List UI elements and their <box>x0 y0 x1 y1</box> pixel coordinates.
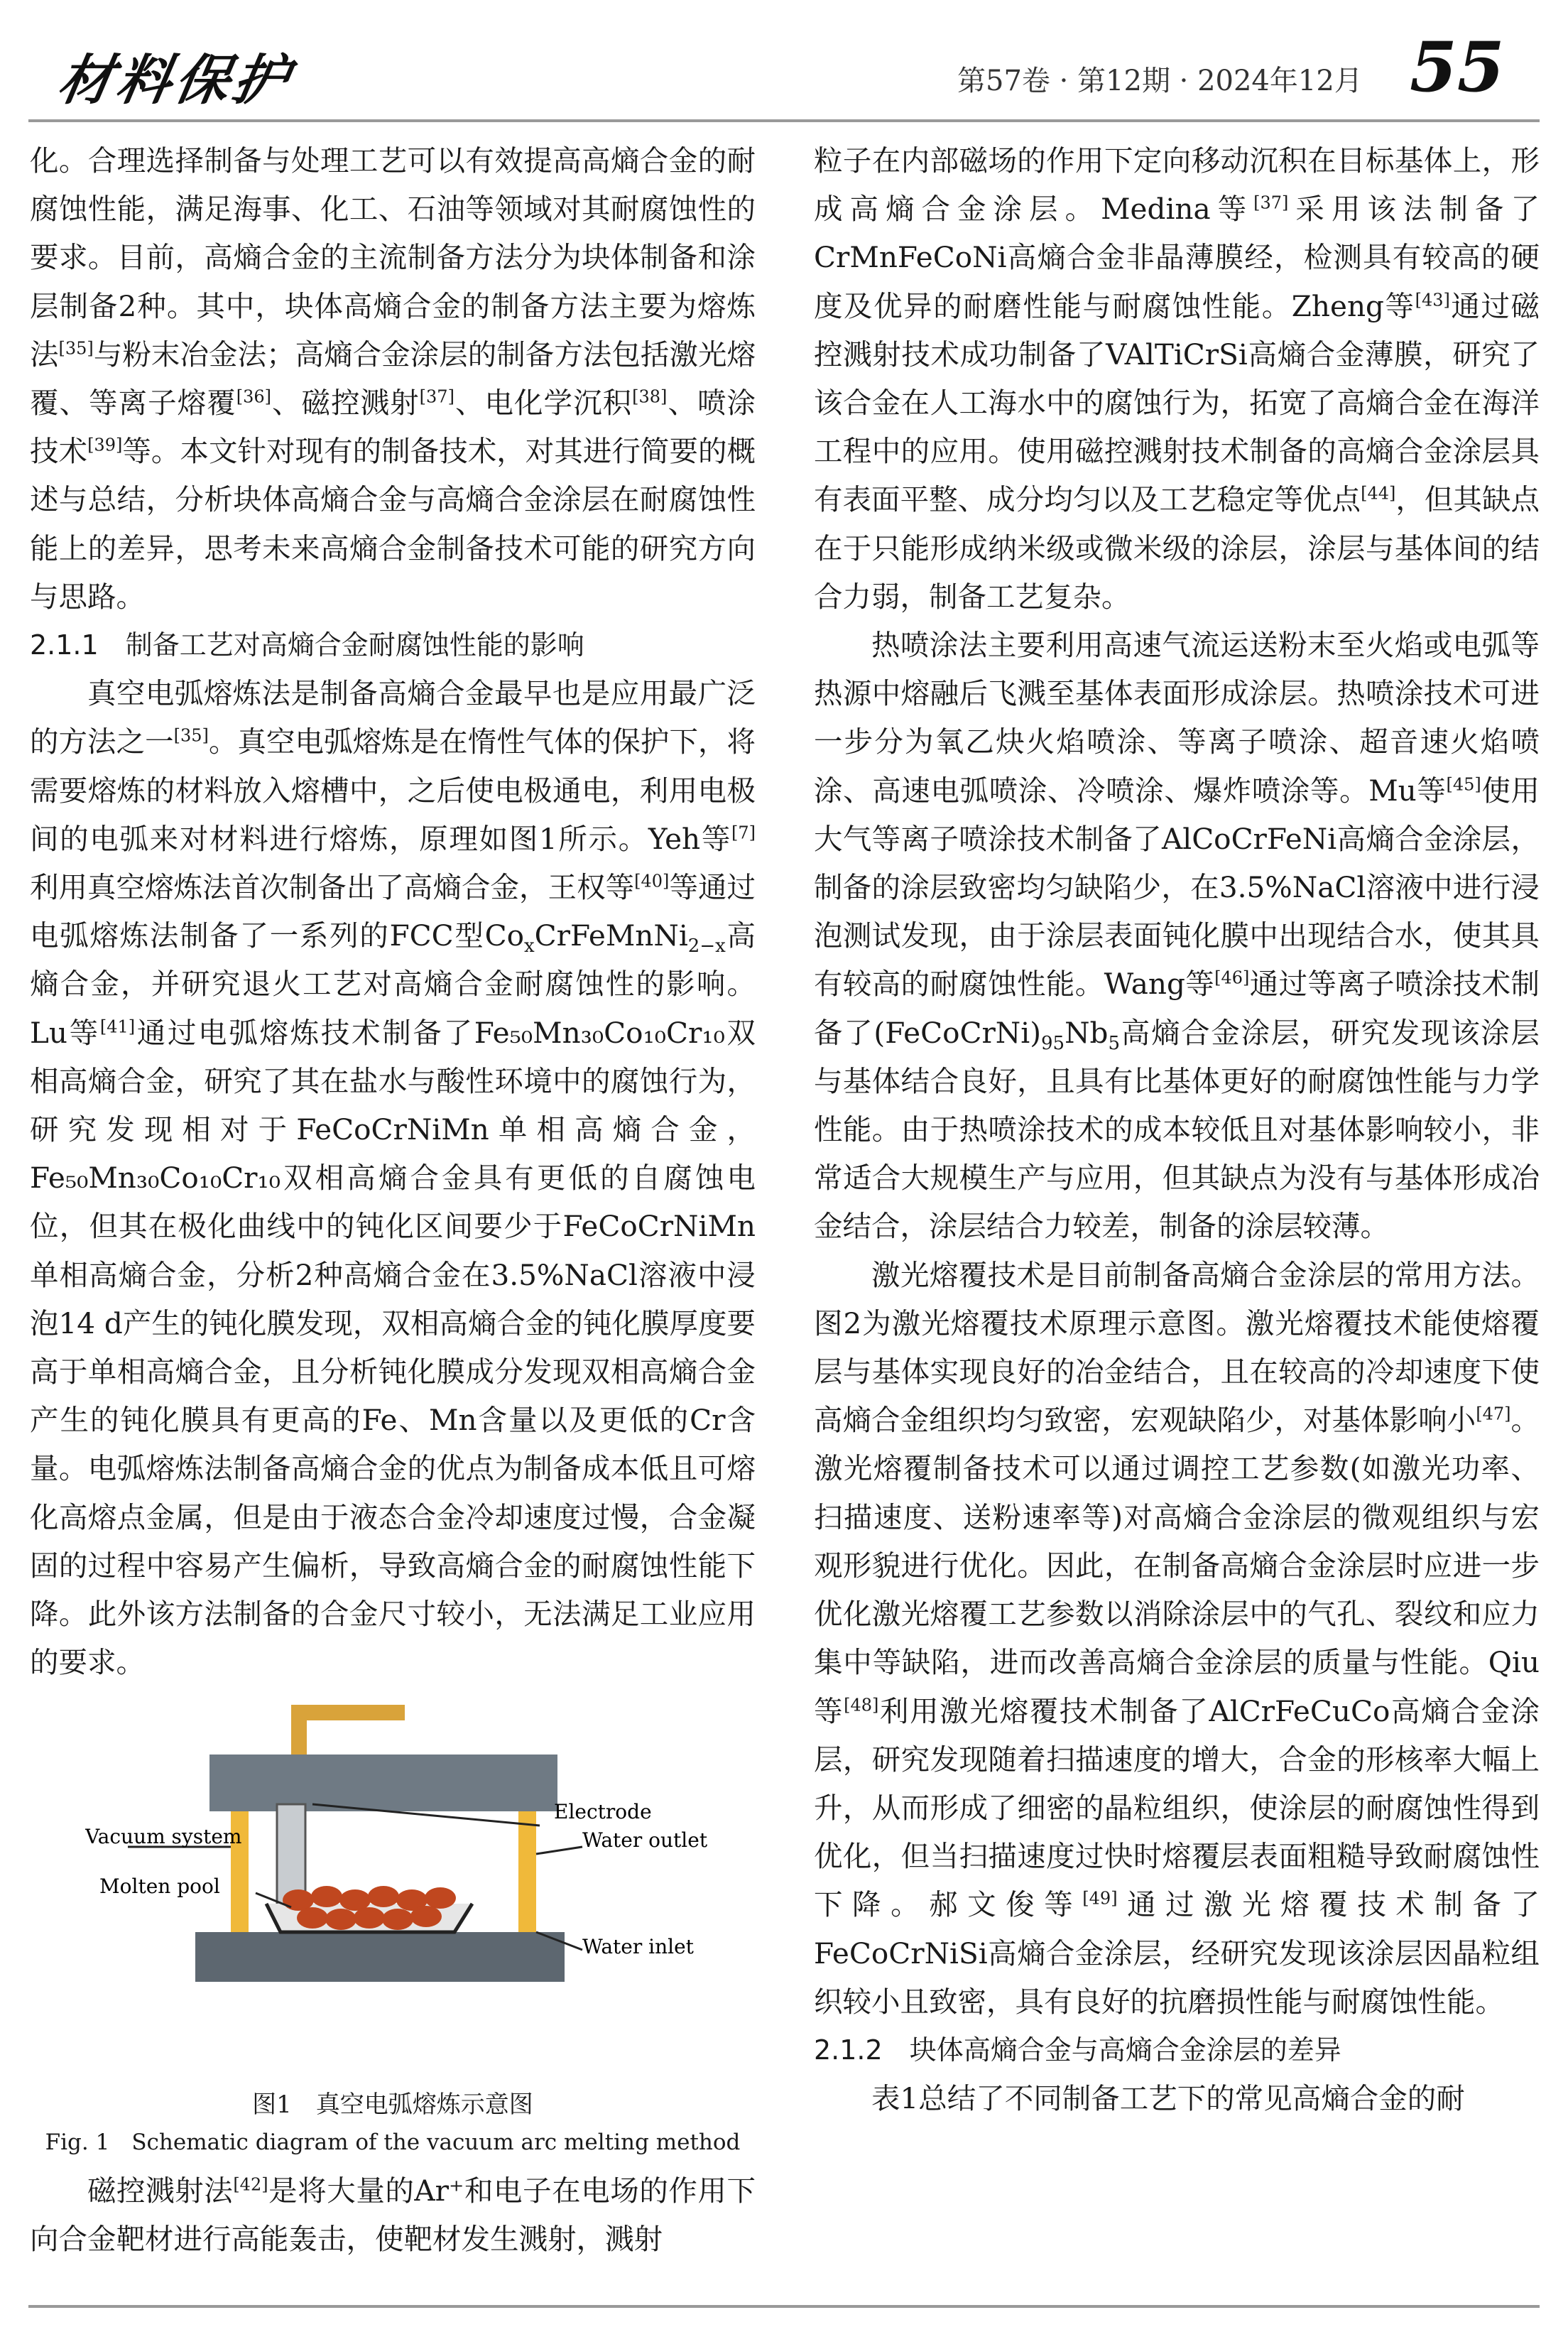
section-heading: 2.1.1 制备工艺对高熵合金耐腐蚀性能的影响 <box>30 629 584 661</box>
label-electrode: Electrode <box>554 1800 652 1823</box>
paragraph: 表1总结了不同制备工艺下的常见高熵合金的耐 <box>871 2081 1465 2116</box>
paragraph: 粒子在内部磁场的作用下定向移动沉积在目标基体上，形成高熵合金涂层。Medina等[37]采用该法制备了CrMnFeCoNi高熵合金非晶薄膜经，检测具有较高的硬度及优异的耐磨性能与耐腐蚀性能。Zheng等[43]通过磁控溅射技术成功制备了VAlTiCrSi高熵合金薄膜，研究了该合金在人工海水中的腐蚀行为，拓宽了高熵合金在海洋工程中的应用。使用磁控溅射技术制备的高熵合金涂层具有表面平整、成分均匀以及工艺稳定等优点[44]，但其缺点在于只能形成纳米级或微米级的涂层，涂层与基体间的结合力弱，制备工艺复杂。 <box>814 143 1540 614</box>
paragraph: 化。合理选择制备与处理工艺可以有效提高高熵合金的耐腐蚀性能，满足海事、化工、石油等领域对其耐腐蚀性的要求。目前，高熵合金的主流制备方法分为块体制备和涂层制备2种。其中，块体高熵合金的制备方法主要为熔炼法[35]与粉末冶金法；高熵合金涂层的制备方法包括激光熔覆、等离子熔覆[36]、磁控溅射[37]、电化学沉积[38]、喷涂技术[39]等。本文针对现有的制备技术，对其进行简要的概述与总结，分析块体高熵合金与高熵合金涂层在耐腐蚀性能上的差异，思考未来高熵合金制备技术可能的研究方向与思路。 <box>30 143 756 614</box>
page-number: 55 <box>1410 27 1505 107</box>
right-column <box>814 136 1540 2122</box>
footer-rule <box>28 2305 1540 2308</box>
figure-caption-en: Fig. 1 Schematic diagram of the vacuum arc melting method <box>45 2130 741 2155</box>
left-column <box>30 136 756 1687</box>
figure-caption-cn: 图1 真空电弧熔炼示意图 <box>252 2090 533 2119</box>
left-column-end <box>30 2166 756 2263</box>
label-pool: Molten pool <box>99 1875 220 1898</box>
journal-logo: 材料保护 <box>53 48 298 112</box>
paragraph: 热喷涂法主要利用高速气流运送粉末至火焰或电弧等热源中熔融后飞溅至基体表面形成涂层。热喷涂技术可进一步分为氧乙炔火焰喷涂、等离子喷涂、超音速火焰喷涂、高速电弧喷涂、冷喷涂、爆炸喷涂等。Mu等[45]使用大气等离子喷涂技术制备了AlCoCrFeNi高熵合金涂层，制备的涂层致密均匀缺陷少，在3.5%NaCl溶液中进行浸泡测试发现，由于涂层表面钝化膜中出现结合水，使其具有较高的耐腐蚀性能。Wang等[46]通过等离子喷涂技术制备了$(FeCoCrNi)_{95}Nb_5$高熵合金涂层，研究发现该涂层与基体结合良好，且具有比基体更好的耐腐蚀性能与力学性能。由于热喷涂技术的成本较低且对基体影响较小，非常适合大规模生产与应用，但其缺点为没有与基体形成冶金结合，涂层结合力较差，制备的涂层较薄。 <box>814 628 1540 1244</box>
header-rule <box>28 119 1540 122</box>
paragraph: 磁控溅射法[42]是将大量的Ar⁺和电子在电场的作用下向合金靶材进行高能轰击，使靶材发生溅射，溅射 <box>30 2174 756 2257</box>
paragraph: 激光熔覆技术是目前制备高熵合金涂层的常用方法。图2为激光熔覆技术原理示意图。激光熔覆技术能使熔覆层与基体实现良好的冶金结合，且在较高的冷却速度下使高熵合金组织均匀致密，宏观缺陷少，对基体影响小[47]。激光熔覆制备技术可以通过调控工艺参数(如激光功率、扫描速度、送粉速率等)对高熵合金涂层的微观组织与宏观形貌进行优化。因此，在制备高熵合金涂层时应进一步优化激光熔覆工艺参数以消除涂层中的气孔、裂纹和应力集中等缺陷，进而改善高熵合金涂层的质量与性能。Qiu等[48]利用激光熔覆技术制备了AlCrFeCuCo高熵合金涂层，研究发现随着扫描速度的增大，合金的形核率大幅上升，从而形成了细密的晶粒组织，使涂层的耐腐蚀性得到优化，但当扫描速度过快时熔覆层表面粗糙导致耐腐蚀性下降。郝文俊等[49]通过激光熔覆技术制备了FeCoCrNiSi高熵合金涂层，经研究发现该涂层因晶粒组织较小且致密，具有良好的抗磨损性能与耐腐蚀性能。 <box>814 1257 1540 2019</box>
label-vacuum: Vacuum system <box>85 1825 242 1848</box>
label-water-out: Water outlet <box>582 1828 708 1852</box>
vacuum-arc-figure <box>85 1705 724 2046</box>
section-heading: 2.1.2 块体高熵合金与高熵合金涂层的差异 <box>814 2034 1341 2066</box>
paragraph: 真空电弧熔炼法是制备高熵合金最早也是应用最广泛的方法之一[35]。真空电弧熔炼是在惰性气体的保护下，将需要熔炼的材料放入熔槽中，之后使电极通电，利用电极间的电弧来对材料进行熔炼，原理如图1所示。Yeh等[7]利用真空熔炼法首次制备出了高熵合金，王权等[40]等通过电弧熔炼法制备了一系列的FCC型$Co_xCrFeMnNi_{2-x}$高熵合金，并研究退火工艺对高熵合金耐腐蚀性的影响。Lu等[41]通过电弧熔炼技术制备了Fe₅₀Mn₃₀Co₁₀Cr₁₀双相高熵合金，研究了其在盐水与酸性环境中的腐蚀行为，研究发现相对于FeCoCrNiMn单相高熵合金，Fe₅₀Mn₃₀Co₁₀Cr₁₀双相高熵合金具有更低的自腐蚀电位，但其在极化曲线中的钝化区间要少于FeCoCrNiMn单相高熵合金，分析2种高熵合金在3.5%NaCl溶液中浸泡14 d产生的钝化膜发现，双相高熵合金的钝化膜厚度要高于单相高熵合金，且分析钝化膜成分发现双相高熵合金产生的钝化膜具有更高的Fe、Mn含量以及更低的Cr含量。电弧熔炼法制备高熵合金的优点为制备成本低且可熔化高熔点金属，但是由于液态合金冷却速度过慢，合金凝固的过程中容易产生偏析，导致高熵合金的耐腐蚀性能下降。此外该方法制备的合金尺寸较小，无法满足工业应用的要求。 <box>30 676 756 1680</box>
label-water-in: Water inlet <box>582 1935 694 1958</box>
issue-info: 第57卷 · 第12期 · 2024年12月 <box>957 65 1363 97</box>
